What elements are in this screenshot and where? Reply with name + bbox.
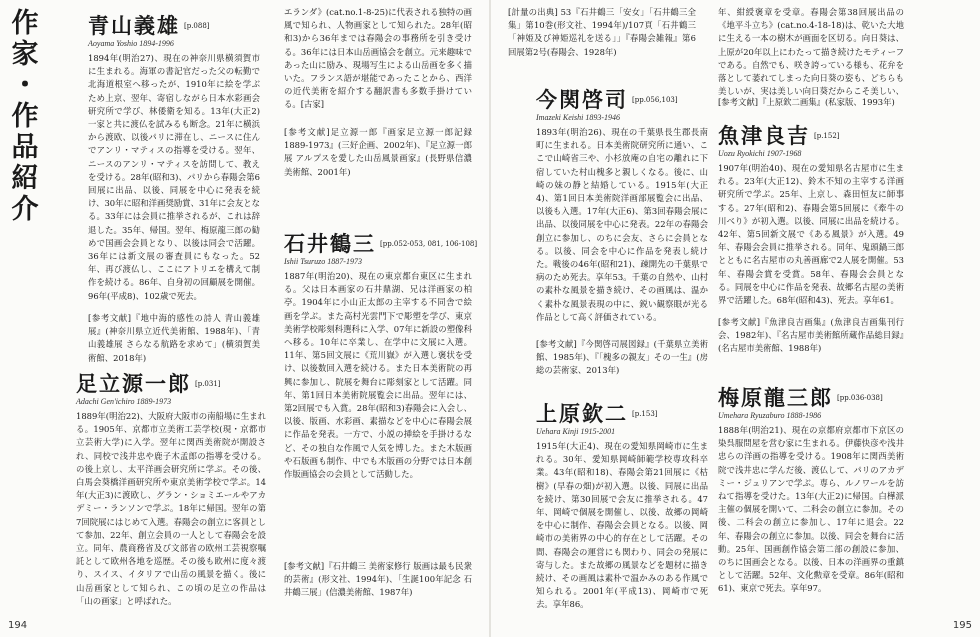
artist-bio: 1889年(明治22)、大阪府大阪市の南船場に生まれる。1905年、京都市立美術工芸学校(現・京都市立芸術大学)に入学。翌年に関西美術院が開設され、同校で浅井忠や鹿子木孟郎の指導を受ける。の後上京し、太平洋画会研究所に学ぶ。その後、白馬会葵橋洋画研究所や東京美術学校で学ぶ。14年(大正3)に渡欧し、グラン・ショミエールやアカデミー・ランソンで学ぶ。18年に帰国。翌年の第7回院展にはじめて入選。春陽会の創立に客員として参加、22年、創立会員の一人として春陽会を設立。同年、農商務省及び文部省の欧州工芸視察嘱託として欧州各地を巡歴。その後も欧州に度々渡り、スイス、イタリアで山岳の風景を描く。後に山岳画家として知られ、この頃の足立の作品は「山の画家」と呼ばれた。 — [76, 411, 266, 606]
ishii-quote-sources: [計量の出典] 53『石井鶴三「安女」「石井鶴三全集」第10巻(形文社、1994年)/107頁「石井鶴三「神姫及び神姫巡礼を送る」」『春陽会雑報』第6回展第2号(春陽会、1928年) — [508, 7, 696, 57]
artist-romaji: Uozu Ryokichi 1907-1968 — [718, 149, 802, 158]
entry-ishii — [284, 231, 478, 620]
artist-romaji: Umehara Ryuzaburo 1888-1986 — [718, 411, 822, 420]
gutter — [489, 0, 491, 637]
artist-references: [参考文献]『魚津良吉画集』(魚津良吉画集刊行会、1982年)、『名古屋市美術館所蔵作品総目録』(名古屋市美術館、1988年) — [718, 317, 904, 354]
entry-uehara — [536, 402, 708, 624]
page-number-left: 194 — [8, 620, 28, 631]
page-ref: [pp.036-038] — [837, 394, 883, 402]
artist-name: 今関啓司 [pp.056,103] — [536, 87, 678, 112]
adachi-references: [参考文献]足立源一郎『画家足立源一郎記録 1889-1973』(三好企画、2002年)、『足立源一郎展 アルプスを愛した山岳風景画家』(長野県信濃美術館、2001年) — [284, 127, 472, 177]
section-title-char: 作 — [11, 101, 39, 132]
artist-references: [参考文献]『石井鶴三 美術家修行 版画は最も民衆的芸術』(形文社、1994年)、「生誕100年記念 石井鶴三展」(信濃美術館、1987年) — [284, 561, 472, 598]
artist-references: [参考文献]『今関啓司展図録』(千葉県立美術館、1985年)、『「槐多の親友」その一生』(房総の芸術家、2013年) — [536, 339, 708, 376]
section-title-char: 作 — [11, 8, 39, 39]
artist-romaji: Imazeki Keishi 1893-1946 — [536, 113, 620, 122]
entry-umehara — [718, 386, 904, 596]
section-title-char: 紹 — [11, 163, 39, 194]
entry-adachi — [76, 372, 266, 628]
page-ref: [pp.052-053, 081, 106-108] — [380, 240, 478, 248]
artist-romaji: Adachi Gen'ichiro 1889-1973 — [76, 397, 172, 406]
entry-aoyama — [88, 14, 260, 366]
artist-bio: 1907年(明治40)、現在の愛知県名古屋市に生まれる。23年(大正12)、鈴木不知の主宰する洋画研究所で学ぶ。25年、上京し、森田恒友に師事する。27年(昭和2)、春陽会第5回展に《牽牛の川べり》が初入選。以後、同展に出品を続ける。42年、第5回新文展で《ある風景》が入選。49年、春陽会会員に推挙される。同年、鬼頭鍋三郎とともに名古屋市の丸善画廊で2人展を開催。53年、春陽会賞を受賞。58年、春陽会会員となる。同展を中心に作品を発表、故郷名古屋の美術界で活躍した。68年(昭和43)、死去。享年61。 — [718, 163, 904, 306]
artist-name: 梅原龍三郎 [pp.036-038] — [718, 385, 883, 410]
artist-name: 石井鶴三 [pp.052-053, 081, 106-108] — [284, 231, 478, 256]
section-title-char: 家 — [11, 39, 39, 70]
section-title — [8, 8, 42, 225]
page-ref: [p.153] — [632, 410, 658, 418]
artist-bio: 1915年(大正4)、現在の愛知県岡崎市に生まれる。30年、愛知県岡崎師範学校専攻科卒業。43年(昭和18)、春陽会第21回展に《枯樹》(早春の畑)が初入選。以後、同展に出品を続け、第30回展で会友に推挙される。47年、岡崎で個展を開催し、以後、故郷の岡崎を中心に制作、春陽会会員となる。以後、岡崎市の美術界の中心的存在として活躍。その間、春陽会の運営にも関わり、同会の発展に寄与した。また故郷の風景などを題材に描き続け、その画風は素朴で温かみのある作風で知られる。2001年(平成13)、岡崎市で死去。享年86。 — [536, 441, 708, 610]
adachi-bio-continued: エランダ》(cat.no.1-8-25)に代表される独特の画風で知られ、人物画家として知られた。28年(昭和3)から36年までは春陽会の事務所を引き受ける。36年には日本山岳画協会を創立。元来趣味であった山に励み、現場写生による山岳画を多く描いた。フランス語が堪能であったことから、西洋の近代美術を紹介する翻訳書も多数手掛けている。[古家] — [284, 7, 472, 110]
artist-references: [参考文献]『地中海的感性の詩人 青山義雄展』(神奈川県立近代美術館、1988年)、「青山義雄展 さらなる航路を求めて」(横須賀美術館、2018年) — [88, 313, 260, 363]
section-title-char: ・ — [11, 70, 39, 101]
section-title-char: 品 — [11, 132, 39, 163]
artist-bio: 1894年(明治27)、現在の神奈川県横須賀市に生まれる。海軍の書記官だった父の転勤で北海道根室へ移ったが、1910年に絵を学ぶため上京、翌年、寄宿しながら日本水彩画会研究所で学び、林倭衛を知る。13年(大正2)一家と共に渡仏を試みるも断念。21年に横浜から渡欧、以後パリに滞在し、ニースに住んでアンリ・マティスの指導を受ける。翌年、ニースのアンリ・マティスを訪問して、教えを受ける。28年(昭和3)、パリから春陽会第6回展に出品、以後、同展を中心に発表を続け、30年に昭和洋画奨励賞、31年に会友となる。33年には会員に推挙されるが、これは辞退した。35年、帰国。翌年、梅原龍三郎の勧めで国画会会員となり、以後は同会で活躍。36年には新文展の審査員にもなった。52年、再び渡仏し、ここにアトリエを構えて制作を続ける。86年、自身初の回顧展を開催。96年(平成8)、102歳で死去。 — [88, 53, 260, 301]
artist-name: 青山義雄 [p.088] — [88, 13, 210, 38]
artist-romaji: Ishii Tsuruzo 1887-1973 — [284, 257, 362, 266]
artist-name: 魚津良吉 [p.152] — [718, 123, 840, 148]
artist-name: 足立源一郎 [p.031] — [76, 371, 221, 396]
uehara-references: [参考文献]『上原欽二画集』(私家版、1993年) — [718, 97, 895, 107]
page-ref: [pp.056,103] — [632, 96, 678, 104]
page-number-right: 195 — [952, 620, 972, 631]
entry-uozu — [718, 124, 904, 356]
section-title-char: 介 — [11, 194, 39, 225]
artist-bio: 1893年(明治26)、現在の千葉県長生郡長南町に生まれる。日本美術院研究所に通い、ここで山崎省三や、小杉放庵の自宅の離れに下宿していた村山槐多と親しくなる。後に、山崎の妹の静と結婚している。1915年(大正4)、第1回日本美術院洋画部展覧会に出品、以後も入選。17年(大正6)、第3回春陽会展に出品、以後同展を中心に発表。22年の春陽会創立に参加し、のちに会友、さらに会員となる。以後、同会を中心に作品を発表し続けた。戦後の46年(昭和21)、疎開先の千葉県で病のため死去。享年53。千葉の自然や、山村の素朴な風景を描き続け、その画風は、温かく素朴な風景表現の中に、鋭い観察眼が光る作品として高く評価されている。 — [536, 127, 708, 322]
page-ref: [p.152] — [814, 132, 840, 140]
uehara-bio-continued: 年、紺綬褒章を受章。春陽会第38回展出品の《地平斗立ち》(cat.no.4-18-18)は、乾いた大地に生える一本の樹木が画面を区切る。向日葵は、上原が20年以上にわたって描き続けたモティーフである。自然でも、咲き誇っている様も、花弁を落として萎れてしまった向日葵の姿も、どちらも美しいが、実は美しい向日葵だからこそ美しい、 — [718, 7, 904, 96]
page-ref: [p.088] — [184, 22, 210, 30]
artist-bio: 1887年(明治20)、現在の東京都台東区に生まれる。父は日本画家の石井鼎湖、兄は洋画家の柏亭。1904年に小山正太郎の主宰する不同舎で絵画を学ぶ。また高村光雲門下で彫塑を学び、東京美術学校彫刻科選科に入学、07年に新設の塑像科へ移る。10年に卒業し、在学中に文展に入選。11年、第5回文展に《荒川嶽》が入選し褒状を受け、以後数回入選を続ける。また日本美術院の再興に参加し、院展を舞台に彫刻家として活躍。同年、第1回日本美術院展覧会に出品。翌年には、第2回展でも入賞。28年(昭和3)春陽会に入会し、以後、版画、水彩画、素描などを中心に春陽会展に作品を発表。一方で、小説の挿絵を手掛けるなど、その独自な作風で人気を博した。また木版画や石版画も制作、中でも木版画の分野では日本創作版画協会の会員として活動した。 — [284, 271, 472, 480]
page-ref: [p.031] — [195, 380, 221, 388]
artist-romaji: Aoyama Yoshio 1894-1996 — [88, 39, 174, 48]
artist-name: 上原欽二 [p.153] — [536, 401, 658, 426]
artist-romaji: Uehara Kinji 1915-2001 — [536, 427, 616, 436]
artist-bio: 1888年(明治21)、現在の京都府京都市下京区の染呉服問屋を営む家に生まれる。伊藤快彦や浅井忠らの洋画の指導を受ける。1908年に関西美術院で浅井忠に学んだ後、渡仏して、パリのアカデミー・ジュリアンで学ぶ。専ら、ルノワールを訪ねて指導を受けた。13年(大正2)に帰国。白樺派主催の個展を開いて、二科会の創立に参加。その後、二科会の創立に参加し、17年に退会。22年、春陽会の創立に参加。以後、同会を舞台に活動。25年、国画創作協会第二部の創設に参加、のちに国画会となる。以後、日本の洋画界の重鎮として活躍。52年、文化勲章を受章。86年(昭和61)、東京で死去。享年97。 — [718, 425, 904, 594]
entry-imazeki — [536, 88, 708, 378]
